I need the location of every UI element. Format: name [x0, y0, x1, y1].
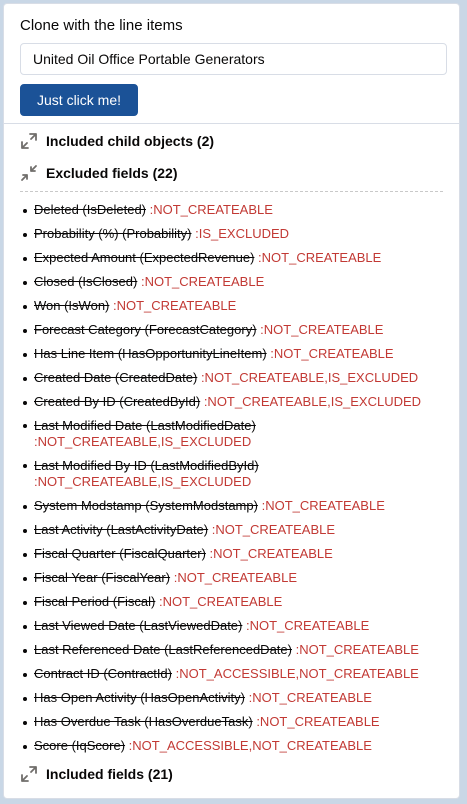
just-click-me-button[interactable]: Just click me!	[20, 84, 138, 116]
excluded-field-name: Last Referenced Date (LastReferencedDate)	[34, 642, 292, 657]
excluded-field-reason: :NOT_CREATEABLE	[270, 346, 394, 361]
excluded-field-name: Last Activity (LastActivityDate)	[34, 522, 209, 537]
excluded-field-name: Last Modified Date (LastModifiedDate)	[34, 418, 256, 433]
excluded-field-reason: :NOT_CREATEABLE,IS_EXCLUDED	[203, 394, 422, 409]
excluded-field-reason: :NOT_CREATEABLE,IS_EXCLUDED	[34, 474, 252, 489]
excluded-field-reason: :NOT_CREATEABLE	[260, 322, 384, 337]
excluded-field-reason: :NOT_CREATEABLE	[113, 298, 237, 313]
excluded-field-item	[20, 414, 443, 454]
excluded-field-reason: :NOT_CREATEABLE,IS_EXCLUDED	[200, 370, 419, 385]
excluded-field-name: Has Line Item (HasOpportunityLineItem)	[34, 346, 267, 361]
excluded-field-item	[20, 454, 443, 494]
excluded-field-item	[20, 270, 443, 294]
excluded-field-reason: :NOT_CREATEABLE	[173, 570, 297, 585]
section-title-excluded-fields: Excluded fields (22)	[46, 165, 178, 181]
excluded-field-item	[20, 318, 443, 342]
excluded-field-name: Won (IsWon)	[34, 298, 110, 313]
excluded-field-name: Fiscal Quarter (FiscalQuarter)	[34, 546, 206, 561]
excluded-field-item	[20, 246, 443, 270]
excluded-field-item	[20, 198, 443, 222]
excluded-field-item	[20, 390, 443, 414]
dashed-divider	[20, 191, 443, 192]
clone-form	[4, 4, 459, 116]
excluded-field-name: Probability (%) (Probability)	[34, 226, 192, 241]
expand-icon[interactable]	[20, 765, 38, 783]
excluded-field-name: Deleted (IsDeleted)	[34, 202, 146, 217]
excluded-field-item	[20, 294, 443, 318]
form-divider	[4, 123, 459, 124]
excluded-field-item	[20, 566, 443, 590]
excluded-fields-list	[4, 198, 459, 758]
excluded-field-reason: :NOT_CREATEABLE	[248, 690, 372, 705]
excluded-field-name: Created Date (CreatedDate)	[34, 370, 198, 385]
excluded-field-item	[20, 710, 443, 734]
excluded-field-reason: :NOT_CREATEABLE	[149, 202, 273, 217]
excluded-field-name: Fiscal Period (Fiscal)	[34, 594, 156, 609]
excluded-field-name: Expected Amount (ExpectedRevenue)	[34, 250, 255, 265]
excluded-field-reason: :NOT_CREATEABLE	[158, 594, 283, 609]
section-excluded-fields[interactable]	[4, 157, 459, 189]
excluded-field-reason: :NOT_CREATEABLE	[258, 250, 382, 265]
excluded-field-reason: :NOT_ACCESSIBLE,NOT_CREATEABLE	[128, 738, 372, 753]
section-included-child-objects[interactable]	[4, 125, 459, 157]
section-included-fields[interactable]	[4, 758, 459, 790]
excluded-field-item	[20, 734, 443, 758]
excluded-field-name: Created By ID (CreatedById)	[34, 394, 201, 409]
excluded-field-reason: :NOT_ACCESSIBLE,NOT_CREATEABLE	[175, 666, 419, 681]
excluded-field-item	[20, 686, 443, 710]
collapse-icon[interactable]	[20, 164, 38, 182]
excluded-field-name: Has Overdue Task (HasOverdueTask)	[34, 714, 253, 729]
expand-icon[interactable]	[20, 132, 38, 150]
excluded-field-item	[20, 366, 443, 390]
section-title-included-child-objects: Included child objects (2)	[46, 133, 215, 149]
excluded-field-name: System Modstamp (SystemModstamp)	[34, 498, 258, 513]
excluded-field-item	[20, 590, 443, 614]
excluded-field-reason: :NOT_CREATEABLE	[261, 498, 385, 513]
clone-label: Clone with the line items	[20, 17, 183, 34]
excluded-field-name: Last Modified By ID (LastModifiedById)	[34, 458, 259, 473]
excluded-field-reason: :NOT_CREATEABLE	[256, 714, 380, 729]
excluded-field-name: Has Open Activity (HasOpenActivity)	[34, 690, 245, 705]
excluded-field-item	[20, 638, 443, 662]
clone-card	[3, 3, 460, 799]
excluded-field-item	[20, 342, 443, 366]
excluded-field-reason: :NOT_CREATEABLE	[295, 642, 419, 657]
excluded-field-item	[20, 518, 443, 542]
excluded-field-name: Fiscal Year (FiscalYear)	[34, 570, 171, 585]
excluded-field-name: Contract ID (ContractId)	[34, 666, 172, 681]
excluded-field-name: Closed (IsClosed)	[34, 274, 138, 289]
excluded-field-item	[20, 614, 443, 638]
excluded-field-item	[20, 222, 443, 246]
excluded-field-item	[20, 542, 443, 566]
excluded-field-reason: :NOT_CREATEABLE	[140, 274, 265, 289]
excluded-field-reason: :NOT_CREATEABLE	[209, 546, 333, 561]
excluded-field-name: Forecast Category (ForecastCategory)	[34, 322, 257, 337]
excluded-field-name: Last Viewed Date (LastViewedDate)	[34, 618, 243, 633]
excluded-field-reason: :NOT_CREATEABLE	[211, 522, 336, 537]
excluded-field-name: Score (IqScore)	[34, 738, 126, 753]
excluded-field-reason: :NOT_CREATEABLE,IS_EXCLUDED	[34, 434, 252, 449]
excluded-field-item	[20, 494, 443, 518]
excluded-field-reason: :NOT_CREATEABLE	[246, 618, 370, 633]
excluded-field-item	[20, 662, 443, 686]
section-title-included-fields: Included fields (21)	[46, 766, 173, 782]
excluded-field-reason: :IS_EXCLUDED	[195, 226, 290, 241]
opportunity-name-input[interactable]	[20, 43, 447, 75]
